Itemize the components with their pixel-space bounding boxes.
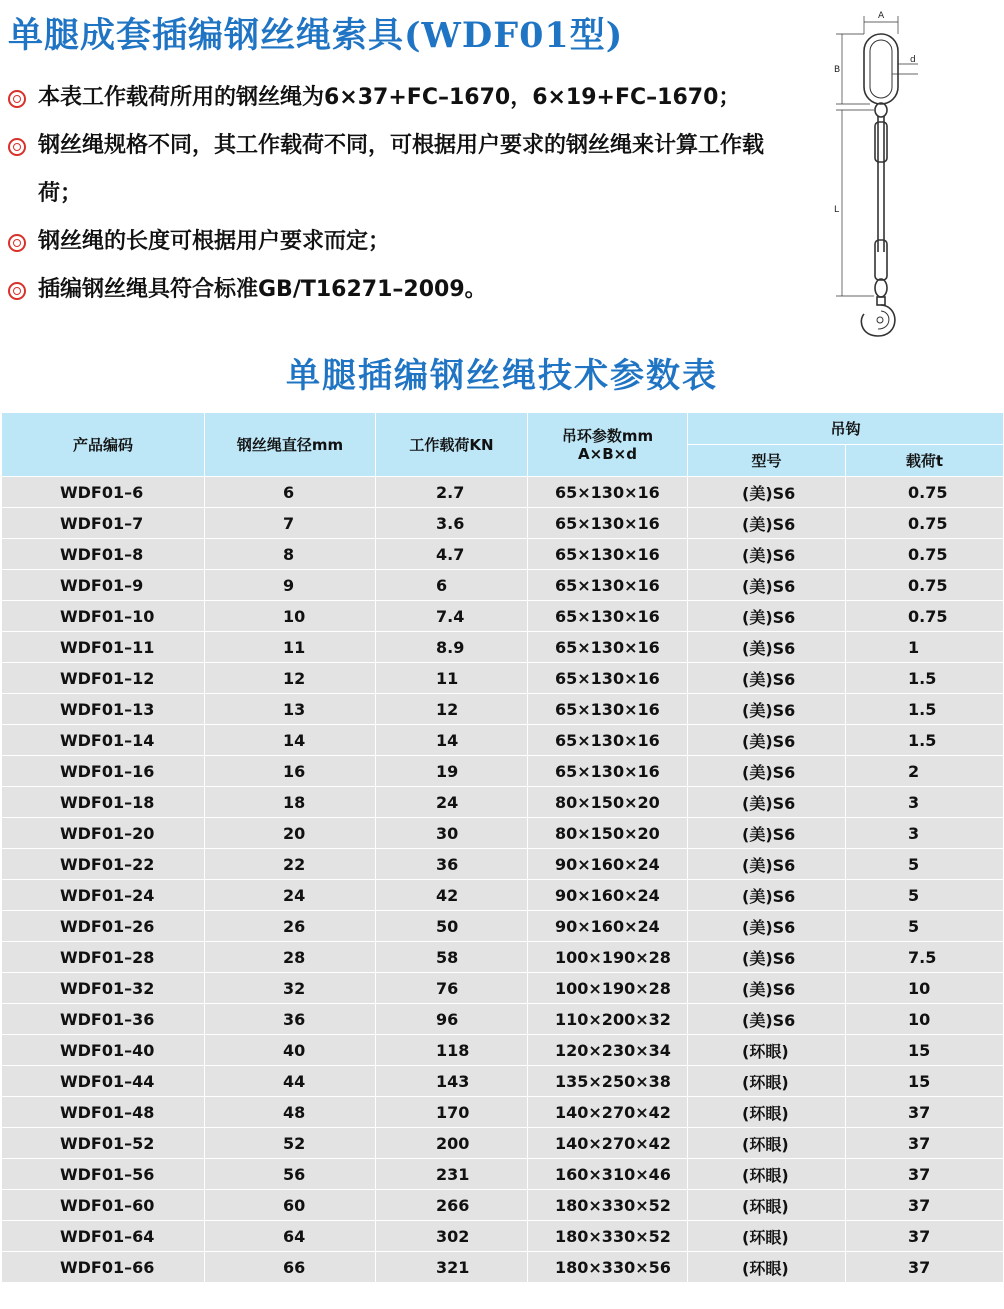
cell-hook-model: (环眼): [688, 1097, 846, 1128]
cell-diameter: 48: [205, 1097, 376, 1128]
cell-hook-model: (美)S6: [688, 570, 846, 601]
cell-hook-load: 37: [846, 1159, 1004, 1190]
cell-hook-load: 15: [846, 1066, 1004, 1097]
cell-diameter: 7: [205, 508, 376, 539]
cell-ring: 120×230×34: [528, 1035, 688, 1066]
cell-hook-model: (美)S6: [688, 849, 846, 880]
cell-code: WDF01–28: [2, 942, 205, 973]
cell-hook-load: 5: [846, 880, 1004, 911]
table-row: [2, 787, 1004, 818]
cell-hook-model: (环眼): [688, 1128, 846, 1159]
cell-hook-load: 0.75: [846, 539, 1004, 570]
cell-hook-load: 0.75: [846, 477, 1004, 508]
cell-code: WDF01–44: [2, 1066, 205, 1097]
cell-hook-load: 10: [846, 1004, 1004, 1035]
cell-hook-load: 5: [846, 911, 1004, 942]
cell-code: WDF01–16: [2, 756, 205, 787]
circle-bullet-icon: [8, 282, 26, 300]
cell-ring: 65×130×16: [528, 570, 688, 601]
cell-hook-model: (环眼): [688, 1252, 846, 1283]
cell-ring: 140×270×42: [528, 1097, 688, 1128]
page-title: 单腿成套插编钢丝绳索具(WDF01型): [8, 15, 624, 56]
dimension-label-a: A: [878, 11, 885, 21]
cell-hook-load: 1.5: [846, 725, 1004, 756]
cell-hook-load: 7.5: [846, 942, 1004, 973]
ferrule-shape: [875, 122, 887, 162]
cell-ring: 65×130×16: [528, 694, 688, 725]
cell-hook-model: (美)S6: [688, 787, 846, 818]
cell-diameter: 32: [205, 973, 376, 1004]
cell-ring: 180×330×56: [528, 1252, 688, 1283]
note-item: [8, 266, 808, 314]
table-row: [2, 1128, 1004, 1159]
cell-load: 76: [376, 973, 528, 1004]
cell-hook-model: (美)S6: [688, 632, 846, 663]
cell-load: 231: [376, 1159, 528, 1190]
cell-ring: 65×130×16: [528, 663, 688, 694]
header-code: 产品编码: [2, 413, 205, 477]
cell-hook-model: (环眼): [688, 1159, 846, 1190]
table-row: [2, 818, 1004, 849]
cell-hook-load: 3: [846, 787, 1004, 818]
cell-code: WDF01–7: [2, 508, 205, 539]
table-row: [2, 601, 1004, 632]
note-text: 钢丝绳的长度可根据用户要求而定；: [38, 229, 391, 254]
cell-ring: 65×130×16: [528, 508, 688, 539]
cell-ring: 65×130×16: [528, 601, 688, 632]
cell-load: 8.9: [376, 632, 528, 663]
table-title: 单腿插编钢丝绳技术参数表: [286, 356, 718, 396]
cell-load: 12: [376, 694, 528, 725]
table-row: [2, 1221, 1004, 1252]
note-text: 插编钢丝绳具符合标准GB/T16271–2009。: [38, 277, 487, 302]
cell-diameter: 16: [205, 756, 376, 787]
table-row: [2, 849, 1004, 880]
cell-ring: 65×130×16: [528, 539, 688, 570]
table-row: [2, 1035, 1004, 1066]
cell-load: 2.7: [376, 477, 528, 508]
cell-ring: 180×330×52: [528, 1190, 688, 1221]
cell-hook-load: 3: [846, 818, 1004, 849]
table-row: [2, 1066, 1004, 1097]
cell-ring: 110×200×32: [528, 1004, 688, 1035]
cell-load: 30: [376, 818, 528, 849]
cell-hook-model: (环眼): [688, 1190, 846, 1221]
cell-hook-model: (美)S6: [688, 725, 846, 756]
header-hook-load: 载荷t: [846, 445, 1004, 477]
cell-hook-model: (美)S6: [688, 756, 846, 787]
cell-load: 302: [376, 1221, 528, 1252]
cell-hook-load: 37: [846, 1190, 1004, 1221]
table-row: [2, 477, 1004, 508]
cell-hook-load: 0.75: [846, 570, 1004, 601]
cell-load: 170: [376, 1097, 528, 1128]
cell-ring: 160×310×46: [528, 1159, 688, 1190]
cell-load: 266: [376, 1190, 528, 1221]
cell-diameter: 66: [205, 1252, 376, 1283]
cell-hook-model: (美)S6: [688, 694, 846, 725]
cell-ring: 90×160×24: [528, 849, 688, 880]
cell-hook-model: (美)S6: [688, 477, 846, 508]
cell-diameter: 12: [205, 663, 376, 694]
cell-load: 58: [376, 942, 528, 973]
cell-hook-model: (美)S6: [688, 539, 846, 570]
header-diameter: 钢丝绳直径mm: [205, 413, 376, 477]
cell-load: 3.6: [376, 508, 528, 539]
table-row: [2, 725, 1004, 756]
cell-load: 96: [376, 1004, 528, 1035]
cell-ring: 140×270×42: [528, 1128, 688, 1159]
cell-hook-model: (美)S6: [688, 1004, 846, 1035]
cell-code: WDF01–10: [2, 601, 205, 632]
ferrule-shape: [875, 240, 887, 280]
note-text: 钢丝绳规格不同，其工作载荷不同，可根据用户要求的钢丝绳来计算工作载荷；: [38, 133, 765, 206]
header-ring-line1: 吊环参数mm: [561, 426, 654, 445]
cell-ring: 80×150×20: [528, 818, 688, 849]
dimension-label-d: d: [910, 55, 916, 65]
cell-load: 36: [376, 849, 528, 880]
cell-code: WDF01–66: [2, 1252, 205, 1283]
cell-ring: 135×250×38: [528, 1066, 688, 1097]
cell-diameter: 10: [205, 601, 376, 632]
cell-hook-load: 37: [846, 1097, 1004, 1128]
cell-code: WDF01–32: [2, 973, 205, 1004]
cell-load: 42: [376, 880, 528, 911]
cell-load: 4.7: [376, 539, 528, 570]
cell-diameter: 14: [205, 725, 376, 756]
cell-load: 14: [376, 725, 528, 756]
dimension-label-l: L: [834, 205, 840, 215]
table-row: [2, 973, 1004, 1004]
header-load: 工作载荷KN: [376, 413, 528, 477]
table-row: [2, 1252, 1004, 1283]
cell-hook-model: (环眼): [688, 1221, 846, 1252]
cell-load: 7.4: [376, 601, 528, 632]
master-link-inner-shape: [870, 40, 892, 98]
cell-diameter: 20: [205, 818, 376, 849]
cell-hook-load: 37: [846, 1221, 1004, 1252]
cell-code: WDF01–20: [2, 818, 205, 849]
cell-diameter: 56: [205, 1159, 376, 1190]
cell-load: 11: [376, 663, 528, 694]
notes-list: [8, 74, 808, 314]
cell-load: 6: [376, 570, 528, 601]
cell-hook-load: 0.75: [846, 601, 1004, 632]
cell-hook-load: 1: [846, 632, 1004, 663]
cell-diameter: 8: [205, 539, 376, 570]
cell-hook-load: 5: [846, 849, 1004, 880]
cell-ring: 100×190×28: [528, 942, 688, 973]
hook-shape: [861, 305, 895, 336]
table-body: [2, 477, 1004, 1283]
cell-ring: 90×160×24: [528, 911, 688, 942]
cell-ring: 180×330×52: [528, 1221, 688, 1252]
cell-code: WDF01–22: [2, 849, 205, 880]
table-row: [2, 1097, 1004, 1128]
table-row: [2, 663, 1004, 694]
table-row: [2, 632, 1004, 663]
dimension-label-b: B: [834, 65, 841, 75]
cell-code: WDF01–40: [2, 1035, 205, 1066]
cell-hook-load: 2: [846, 756, 1004, 787]
cell-code: WDF01–56: [2, 1159, 205, 1190]
header-hook: 吊钩: [688, 413, 1004, 445]
cell-diameter: 26: [205, 911, 376, 942]
cell-hook-model: (美)S6: [688, 942, 846, 973]
cell-code: WDF01–52: [2, 1128, 205, 1159]
table-row: [2, 756, 1004, 787]
cell-code: WDF01–9: [2, 570, 205, 601]
sling-diagram: [818, 6, 928, 341]
cell-hook-load: 1.5: [846, 663, 1004, 694]
table-row: [2, 508, 1004, 539]
table-row: [2, 1159, 1004, 1190]
cell-ring: 65×130×16: [528, 756, 688, 787]
circle-bullet-icon: [8, 90, 26, 108]
table-row: [2, 1190, 1004, 1221]
cell-diameter: 64: [205, 1221, 376, 1252]
cell-diameter: 22: [205, 849, 376, 880]
cell-diameter: 44: [205, 1066, 376, 1097]
header-ring: [528, 413, 688, 477]
cell-load: 24: [376, 787, 528, 818]
cell-ring: 90×160×24: [528, 880, 688, 911]
note-item: [8, 74, 808, 122]
cell-code: WDF01–6: [2, 477, 205, 508]
cell-code: WDF01–8: [2, 539, 205, 570]
cell-code: WDF01–14: [2, 725, 205, 756]
cell-hook-load: 37: [846, 1252, 1004, 1283]
header-ring-line2: A×B×d: [578, 444, 637, 463]
cell-ring: 65×130×16: [528, 725, 688, 756]
cell-code: WDF01–18: [2, 787, 205, 818]
cell-hook-model: (美)S6: [688, 973, 846, 1004]
table-row: [2, 911, 1004, 942]
cell-hook-model: (美)S6: [688, 601, 846, 632]
cell-hook-load: 0.75: [846, 508, 1004, 539]
table-row: [2, 1004, 1004, 1035]
note-item: [8, 122, 798, 218]
table-row: [2, 539, 1004, 570]
cell-diameter: 11: [205, 632, 376, 663]
cell-load: 19: [376, 756, 528, 787]
cell-hook-model: (美)S6: [688, 880, 846, 911]
cell-diameter: 52: [205, 1128, 376, 1159]
circle-bullet-icon: [8, 138, 26, 156]
cell-hook-model: (美)S6: [688, 508, 846, 539]
cell-code: WDF01–48: [2, 1097, 205, 1128]
note-text: 本表工作载荷所用的钢丝绳为6×37+FC–1670，6×19+FC–1670；: [38, 85, 741, 110]
cell-hook-model: (环眼): [688, 1035, 846, 1066]
cell-hook-load: 15: [846, 1035, 1004, 1066]
circle-bullet-icon: [8, 234, 26, 252]
master-link-shape: [864, 34, 898, 104]
cell-diameter: 36: [205, 1004, 376, 1035]
header-hook-model: 型号: [688, 445, 846, 477]
note-item: [8, 218, 808, 266]
cell-load: 321: [376, 1252, 528, 1283]
table-row: [2, 942, 1004, 973]
cell-hook-model: (美)S6: [688, 663, 846, 694]
cell-diameter: 28: [205, 942, 376, 973]
cell-hook-model: (美)S6: [688, 911, 846, 942]
cell-code: WDF01–26: [2, 911, 205, 942]
cell-diameter: 9: [205, 570, 376, 601]
cell-diameter: 24: [205, 880, 376, 911]
cell-ring: 80×150×20: [528, 787, 688, 818]
cell-load: 118: [376, 1035, 528, 1066]
cell-diameter: 40: [205, 1035, 376, 1066]
cell-code: WDF01–11: [2, 632, 205, 663]
table-row: [2, 570, 1004, 601]
cell-hook-load: 10: [846, 973, 1004, 1004]
cell-hook-load: 1.5: [846, 694, 1004, 725]
cell-code: WDF01–64: [2, 1221, 205, 1252]
cell-ring: 100×190×28: [528, 973, 688, 1004]
cell-load: 200: [376, 1128, 528, 1159]
cell-diameter: 18: [205, 787, 376, 818]
cell-hook-model: (环眼): [688, 1066, 846, 1097]
cell-ring: 65×130×16: [528, 477, 688, 508]
cell-diameter: 60: [205, 1190, 376, 1221]
cell-code: WDF01–36: [2, 1004, 205, 1035]
cell-code: WDF01–13: [2, 694, 205, 725]
cell-load: 143: [376, 1066, 528, 1097]
cell-code: WDF01–24: [2, 880, 205, 911]
spec-table: [1, 412, 1004, 1283]
cell-hook-model: (美)S6: [688, 818, 846, 849]
cell-ring: 65×130×16: [528, 632, 688, 663]
cell-load: 50: [376, 911, 528, 942]
cell-code: WDF01–12: [2, 663, 205, 694]
cell-code: WDF01–60: [2, 1190, 205, 1221]
cell-diameter: 13: [205, 694, 376, 725]
table-row: [2, 880, 1004, 911]
table-row: [2, 694, 1004, 725]
cell-diameter: 6: [205, 477, 376, 508]
cell-hook-load: 37: [846, 1128, 1004, 1159]
